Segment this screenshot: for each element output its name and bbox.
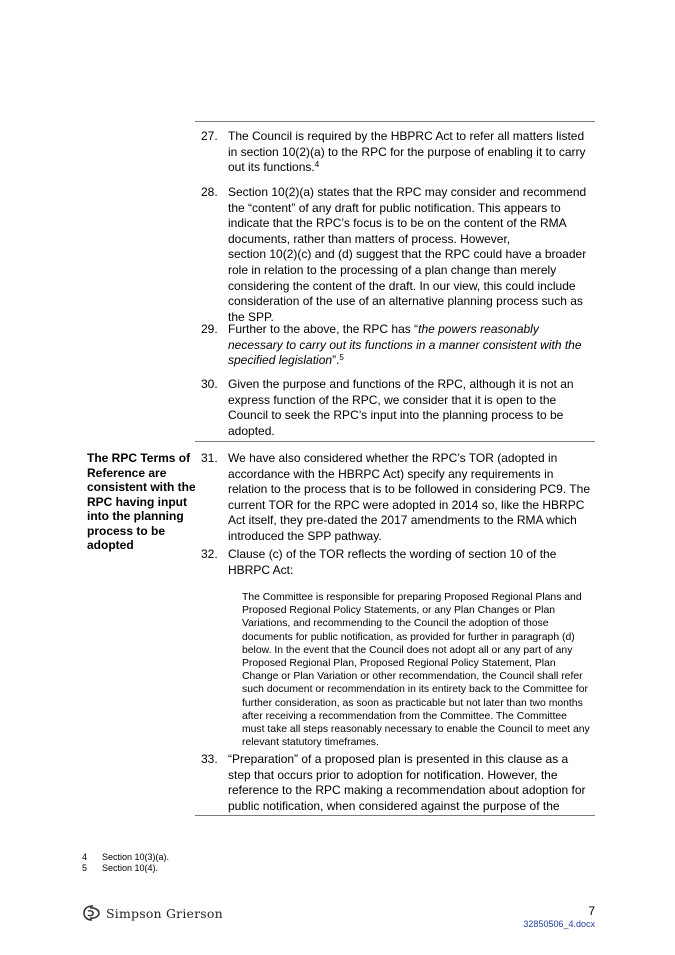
paragraph-text: Further to the above, the RPC has “ [228, 322, 419, 336]
paragraph-number: 33. [201, 752, 218, 766]
section-rule [195, 441, 595, 442]
paragraph-32 [201, 547, 593, 578]
paragraph-number: 29. [201, 322, 218, 336]
logo-text: Simpson Grierson [106, 905, 223, 921]
footnote-number: 4 [82, 852, 88, 862]
paragraph-31 [201, 451, 593, 545]
bottom-rule [195, 815, 595, 816]
paragraph-text: Clause (c) of the TOR reflects the wording of section 10 of the HBRPC Act: [228, 547, 557, 577]
paragraph-33 [201, 752, 593, 814]
block-quote: The Committee is responsible for preparing Proposed Regional Plans and Proposed Regional Policy Statements, or any Plan Changes or Plan Variations, and recommending to the Council the adoption of those documents for public notification, as provided for further in paragraph (d) below. In the event that the Council does not adopt all or any part of any Proposed Regional Plan, Proposed Regional Policy Statement, Plan Change or Plan Variation or other recommendation, the Council shall refer such document or recommendation in its entirety back to the Committee for further consideration, as soon as practicable but not later than two months after receiving a recommendation from the Committee. The Committee must take all steps reasonably necessary to enable the Council to meet any relevant statutory timeframes. [242, 592, 590, 749]
paragraph-29 [201, 322, 593, 369]
footnote-reference[interactable]: 4 [314, 160, 320, 170]
paragraph-text: “Preparation” of a proposed plan is presented in this clause as a step that occurs prior to adoption for notification. However, the reference to the RPC making a recommendation about adoption for public notification, when considered against the purpose of the [228, 752, 586, 813]
paragraph-text: We have also considered whether the RPC’s TOR (adopted in accordance with the HBRPC Act) specify any requirements in relation to the process that is to be followed in considering PC9. The current TOR for the RPC were adopted in 2014 so, like the HBRPC Act itself, they pre-dated the 2017 amendments to the RMA which introduced the SPP pathway. [228, 451, 590, 543]
paragraph-text: ”. [332, 353, 340, 368]
paragraph-number: 30. [201, 377, 218, 391]
paragraph-number: 28. [201, 185, 218, 199]
paragraph-number: 32. [201, 547, 218, 561]
footnote-reference[interactable]: 5 [339, 353, 344, 363]
footnote-5 [82, 863, 158, 874]
paragraph-number: 27. [201, 129, 218, 143]
quoted-text: the powers reasonably necessary to carry out its functions in a manner consistent with the specified legislation [228, 322, 582, 368]
paragraph-number: 31. [201, 451, 218, 465]
document-reference: 32850506_4.docx [523, 919, 595, 929]
paragraph-27 [201, 129, 593, 176]
page-number: 7 [588, 904, 595, 918]
footnote-text: Section 10(3)(a). [102, 852, 170, 862]
footnote-number: 5 [82, 863, 88, 873]
paragraph-text: Given the purpose and functions of the RPC, although it is not an express function of the RPC, we consider that it is open to the Council to seek the RPC’s input into the planning process to be adopted. [228, 377, 574, 438]
paragraph-text: section 10(2)(c) and (d) suggest that the RPC could have a broader role in relation to the processing of a plan change than merely considering the content of the draft. In our view, this could include consideration of the use of an alternative planning process such as the SPP. [228, 247, 587, 324]
firm-logo [82, 904, 223, 922]
paragraph-text: The Council is required by the HBPRC Act to refer all matters listed in section 10(2)(a) to the RPC for the purpose of enabling it to carry out its functions. [228, 129, 586, 175]
logo-mark-icon [82, 904, 102, 922]
footnote-text: Section 10(4). [102, 863, 159, 873]
footnote-4 [82, 852, 169, 863]
paragraph-text: Section 10(2)(a) states that the RPC may consider and recommend the “content” of any draft for public notification. This appears to indicate that the RPC’s focus is to be on the content of the RMA documents, rather than matters of process. However, [228, 185, 587, 246]
paragraph-30 [201, 377, 593, 439]
side-heading: The RPC Terms of Reference are consistent with the RPC having input into the planning process to be adopted [87, 451, 196, 552]
paragraph-28 [201, 185, 593, 325]
top-rule [195, 121, 595, 122]
